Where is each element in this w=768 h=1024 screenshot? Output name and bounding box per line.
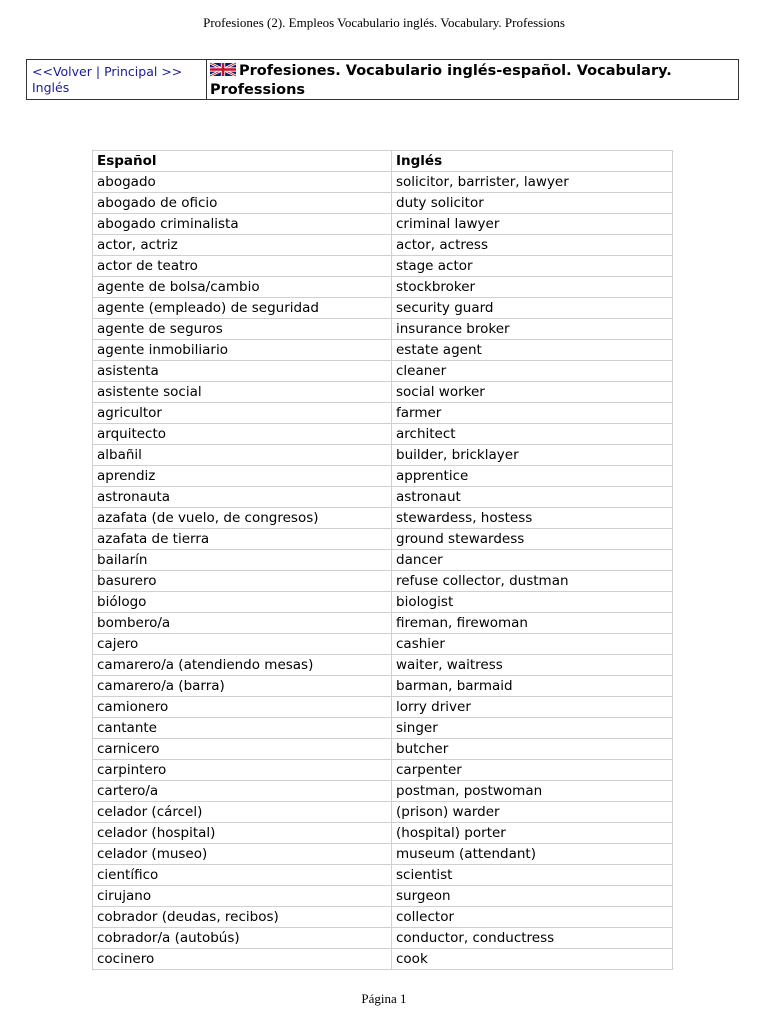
cell-ingles: insurance broker	[392, 319, 673, 340]
cell-ingles: (prison) warder	[392, 802, 673, 823]
page-title-cell	[207, 60, 738, 99]
cell-espanol: arquitecto	[93, 424, 392, 445]
cell-espanol: azafata de tierra	[93, 529, 392, 550]
cell-ingles: museum (attendant)	[392, 844, 673, 865]
cell-ingles: butcher	[392, 739, 673, 760]
cell-ingles: (hospital) porter	[392, 823, 673, 844]
cell-ingles: biologist	[392, 592, 673, 613]
cell-ingles: cashier	[392, 634, 673, 655]
cell-ingles: conductor, conductress	[392, 928, 673, 949]
cell-ingles: waiter, waitress	[392, 655, 673, 676]
cell-ingles: builder, bricklayer	[392, 445, 673, 466]
table-row	[93, 298, 673, 319]
cell-espanol: cobrador (deudas, recibos)	[93, 907, 392, 928]
nav-links	[27, 60, 207, 99]
table-row	[93, 424, 673, 445]
cell-espanol: agente (empleado) de seguridad	[93, 298, 392, 319]
cell-ingles: lorry driver	[392, 697, 673, 718]
cell-ingles: barman, barmaid	[392, 676, 673, 697]
cell-espanol: cirujano	[93, 886, 392, 907]
table-row	[93, 907, 673, 928]
table-row	[93, 613, 673, 634]
cell-espanol: cocinero	[93, 949, 392, 970]
cell-ingles: stage actor	[392, 256, 673, 277]
cell-espanol: basurero	[93, 571, 392, 592]
cell-espanol: carpintero	[93, 760, 392, 781]
cell-espanol: bailarín	[93, 550, 392, 571]
cell-ingles: singer	[392, 718, 673, 739]
cell-ingles: postman, postwoman	[392, 781, 673, 802]
vocabulary-table	[92, 150, 673, 970]
cell-ingles: astronaut	[392, 487, 673, 508]
cell-ingles: security guard	[392, 298, 673, 319]
table-row	[93, 550, 673, 571]
table-row	[93, 865, 673, 886]
cell-espanol: abogado de oficio	[93, 193, 392, 214]
table-row	[93, 571, 673, 592]
cell-espanol: albañil	[93, 445, 392, 466]
table-row	[93, 781, 673, 802]
table-row	[93, 655, 673, 676]
table-row	[93, 634, 673, 655]
table-row	[93, 235, 673, 256]
cell-espanol: asistenta	[93, 361, 392, 382]
cell-espanol: aprendiz	[93, 466, 392, 487]
table-row	[93, 886, 673, 907]
table-header-row	[93, 151, 673, 172]
cell-ingles: estate agent	[392, 340, 673, 361]
table-row	[93, 529, 673, 550]
cell-ingles: social worker	[392, 382, 673, 403]
cell-espanol: abogado criminalista	[93, 214, 392, 235]
ingles-link[interactable]: Inglés	[32, 80, 70, 95]
table-row	[93, 466, 673, 487]
cell-espanol: asistente social	[93, 382, 392, 403]
table-row	[93, 403, 673, 424]
page-header: Profesiones (2). Empleos Vocabulario inglés. Vocabulary. Professions	[203, 15, 565, 30]
cell-ingles: architect	[392, 424, 673, 445]
cell-ingles: surgeon	[392, 886, 673, 907]
cell-ingles: collector	[392, 907, 673, 928]
cell-ingles: refuse collector, dustman	[392, 571, 673, 592]
cell-ingles: actor, actress	[392, 235, 673, 256]
nav-box	[26, 59, 739, 100]
cell-espanol: agente de seguros	[93, 319, 392, 340]
table-row	[93, 697, 673, 718]
cell-espanol: actor, actriz	[93, 235, 392, 256]
table-row	[93, 445, 673, 466]
table-row	[93, 844, 673, 865]
header-ingles: Inglés	[392, 151, 673, 172]
principal-link[interactable]: Principal >>	[104, 64, 183, 79]
cell-espanol: científico	[93, 865, 392, 886]
back-link[interactable]: <<Volver	[32, 64, 92, 79]
cell-espanol: abogado	[93, 172, 392, 193]
table-row	[93, 319, 673, 340]
cell-ingles: farmer	[392, 403, 673, 424]
page-footer: Página 1	[361, 991, 407, 1006]
table-row	[93, 928, 673, 949]
cell-espanol: cajero	[93, 634, 392, 655]
table-row	[93, 193, 673, 214]
header-espanol: Español	[93, 151, 392, 172]
cell-ingles: scientist	[392, 865, 673, 886]
table-row	[93, 802, 673, 823]
cell-espanol: biólogo	[93, 592, 392, 613]
table-row	[93, 487, 673, 508]
table-row	[93, 718, 673, 739]
cell-espanol: astronauta	[93, 487, 392, 508]
cell-ingles: stockbroker	[392, 277, 673, 298]
uk-flag-icon	[210, 62, 236, 82]
cell-espanol: agente inmobiliario	[93, 340, 392, 361]
cell-espanol: agente de bolsa/cambio	[93, 277, 392, 298]
cell-ingles: solicitor, barrister, lawyer	[392, 172, 673, 193]
cell-ingles: cleaner	[392, 361, 673, 382]
cell-espanol: carnicero	[93, 739, 392, 760]
cell-ingles: carpenter	[392, 760, 673, 781]
table-row	[93, 256, 673, 277]
cell-espanol: camionero	[93, 697, 392, 718]
cell-espanol: azafata (de vuelo, de congresos)	[93, 508, 392, 529]
cell-espanol: celador (museo)	[93, 844, 392, 865]
table-row	[93, 361, 673, 382]
cell-espanol: cartero/a	[93, 781, 392, 802]
cell-ingles: cook	[392, 949, 673, 970]
table-row	[93, 172, 673, 193]
cell-espanol: bombero/a	[93, 613, 392, 634]
cell-espanol: cantante	[93, 718, 392, 739]
cell-espanol: celador (hospital)	[93, 823, 392, 844]
cell-ingles: fireman, firewoman	[392, 613, 673, 634]
cell-espanol: camarero/a (atendiendo mesas)	[93, 655, 392, 676]
table-row	[93, 676, 673, 697]
table-row	[93, 760, 673, 781]
cell-ingles: ground stewardess	[392, 529, 673, 550]
table-row	[93, 949, 673, 970]
cell-ingles: criminal lawyer	[392, 214, 673, 235]
table-row	[93, 823, 673, 844]
cell-espanol: actor de teatro	[93, 256, 392, 277]
page-title: Profesiones. Vocabulario inglés-español. Vocabulary. Professions	[210, 63, 672, 98]
nav-separator: |	[95, 64, 101, 79]
cell-ingles: duty solicitor	[392, 193, 673, 214]
table-row	[93, 592, 673, 613]
cell-espanol: cobrador/a (autobús)	[93, 928, 392, 949]
cell-ingles: dancer	[392, 550, 673, 571]
cell-espanol: agricultor	[93, 403, 392, 424]
cell-espanol: celador (cárcel)	[93, 802, 392, 823]
table-row	[93, 214, 673, 235]
table-row	[93, 508, 673, 529]
cell-ingles: stewardess, hostess	[392, 508, 673, 529]
table-row	[93, 277, 673, 298]
cell-espanol: camarero/a (barra)	[93, 676, 392, 697]
table-row	[93, 340, 673, 361]
cell-ingles: apprentice	[392, 466, 673, 487]
table-row	[93, 739, 673, 760]
table-row	[93, 382, 673, 403]
